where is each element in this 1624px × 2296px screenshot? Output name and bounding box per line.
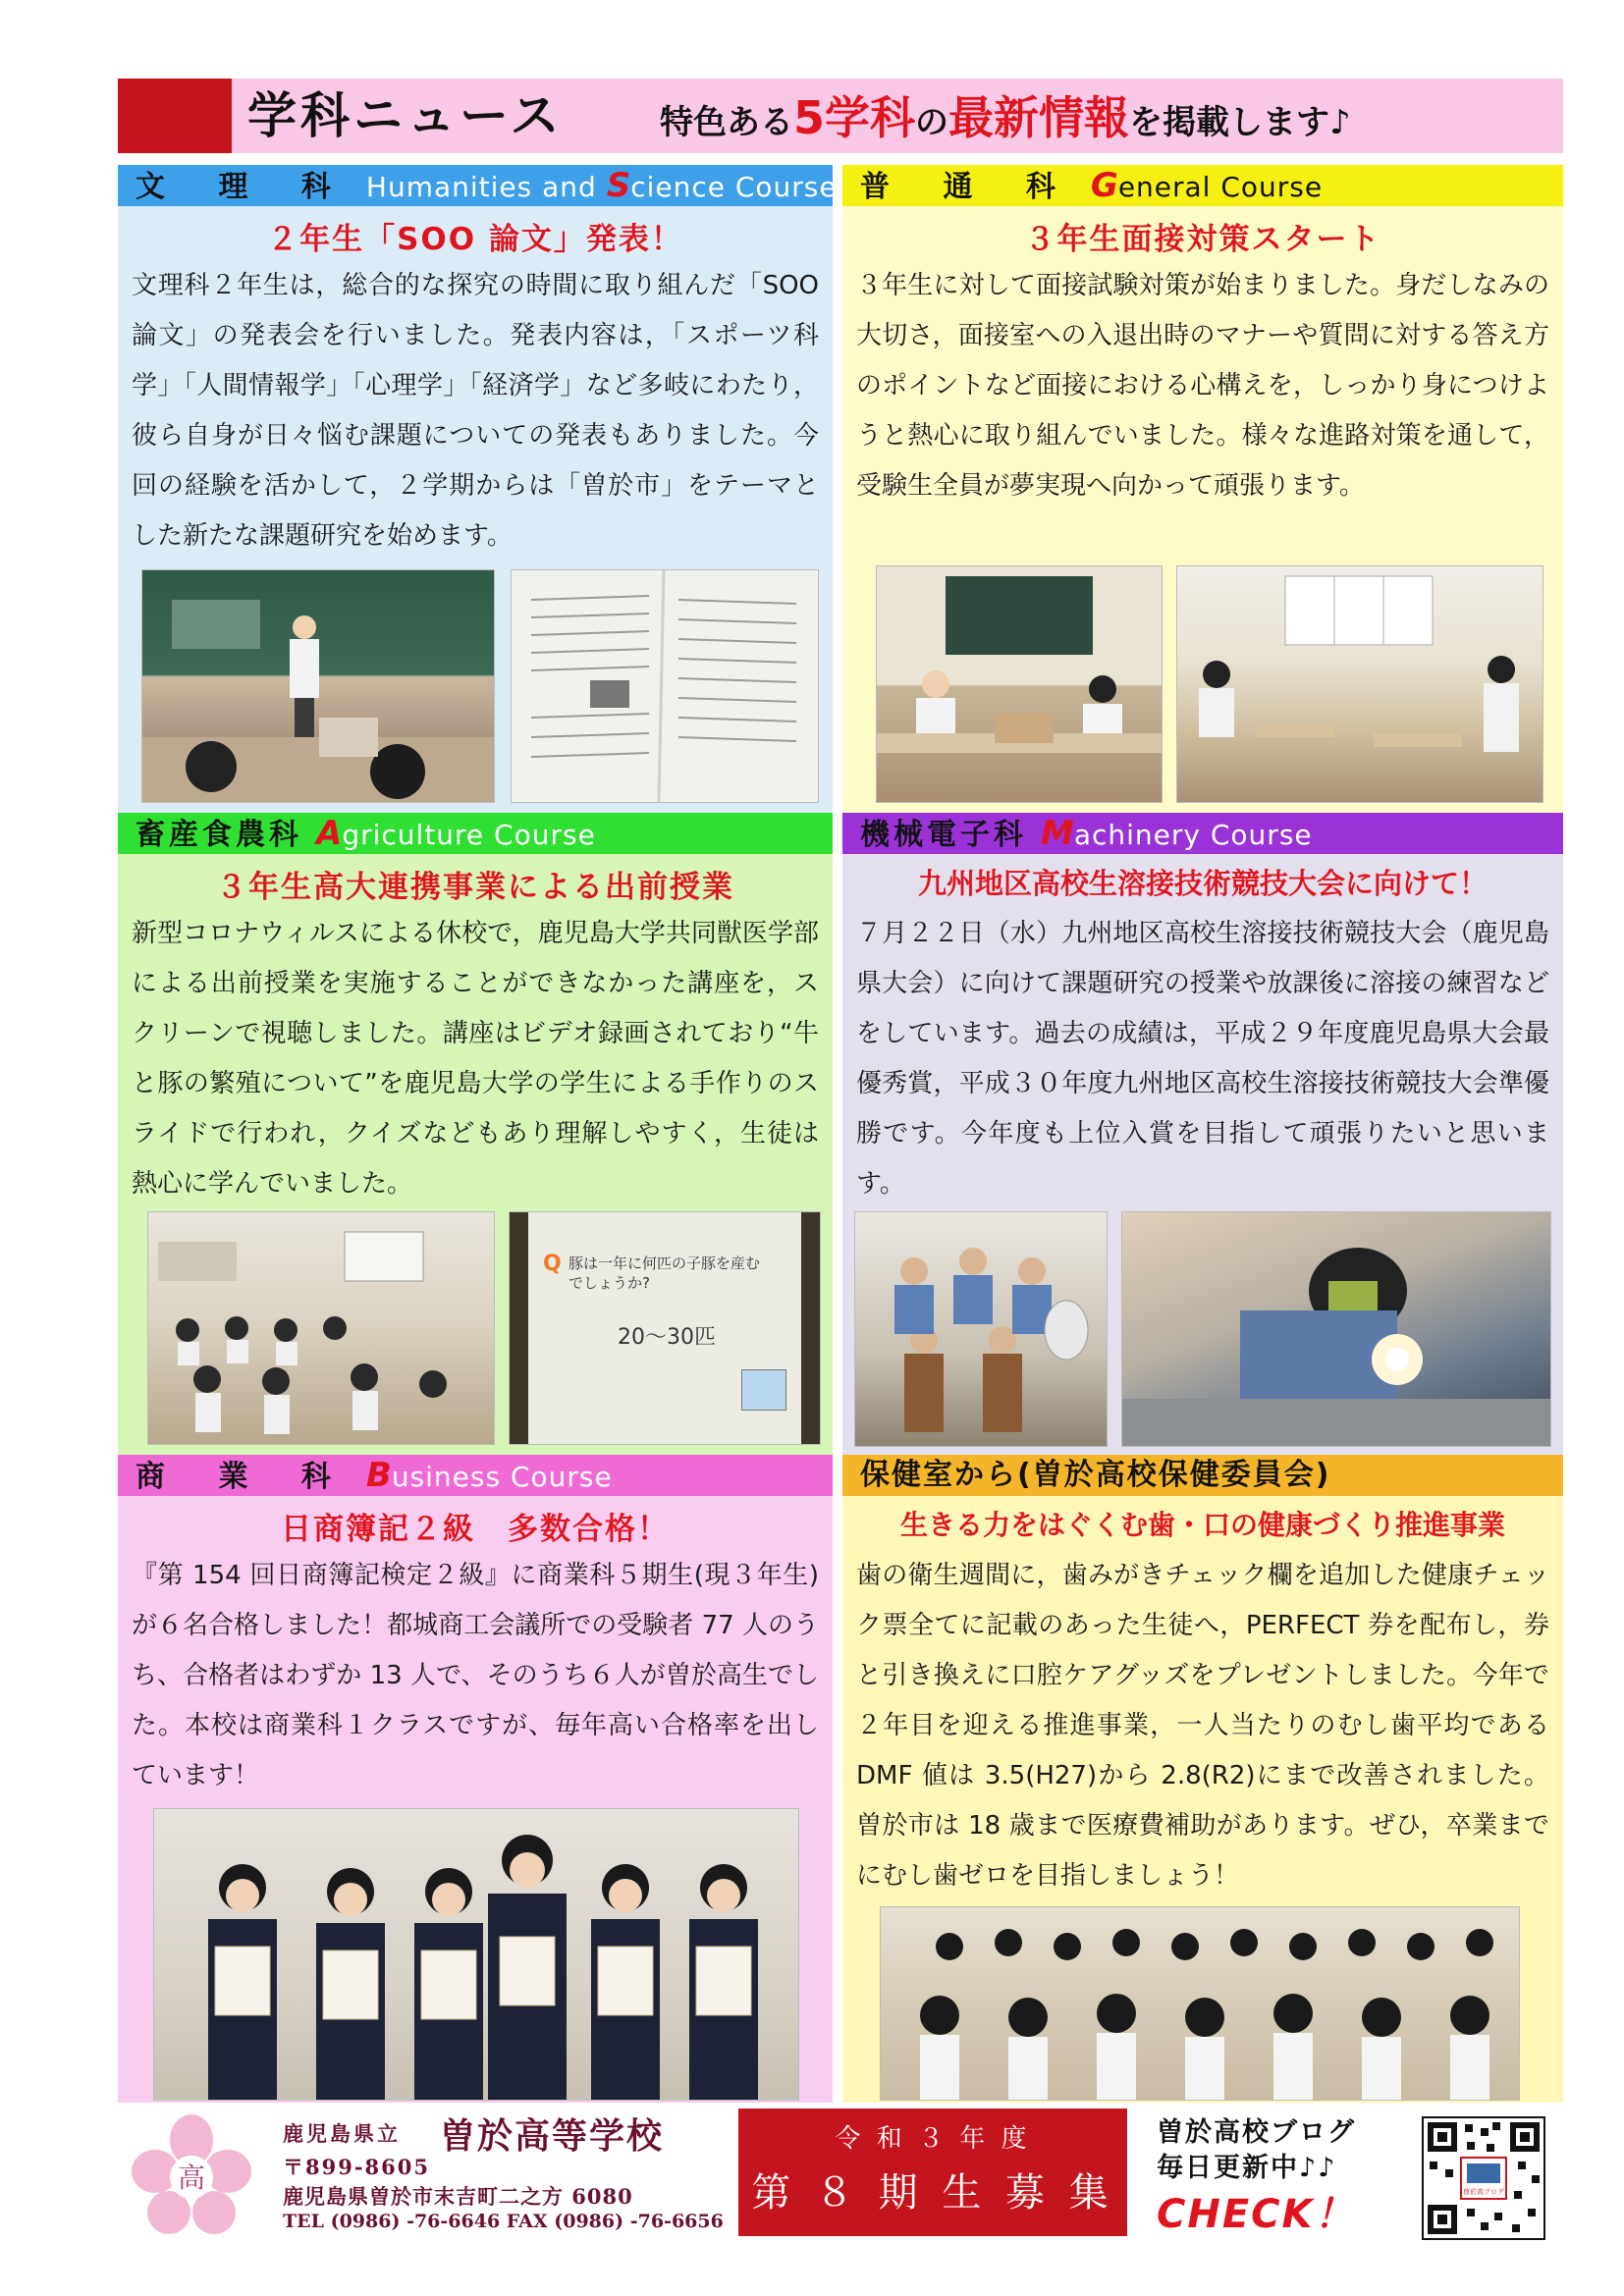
photo-presentation-classroom	[141, 569, 495, 803]
photo-research-paper	[511, 569, 819, 803]
interview-illustration	[877, 566, 1162, 802]
postal-code: 〒899-8605	[283, 2155, 430, 2179]
school-logo-icon	[128, 2112, 255, 2238]
slide-video-thumbnail	[741, 1369, 786, 1411]
section-shogyo	[118, 1496, 833, 2103]
photo-health-committee	[880, 1906, 1520, 2101]
qr-code-icon	[1424, 2118, 1543, 2238]
photo-bookkeeping-passers	[153, 1808, 799, 2101]
section-header-kikai: 機械電子科 Machinery Course	[842, 813, 1563, 854]
section-header-hoken: 保健室から(曽於高校保健委員会)	[842, 1455, 1563, 1496]
section-title: ３年生面接対策スタート	[1024, 222, 1381, 257]
banner-accent-block	[118, 79, 232, 153]
photo-interview-practice-2	[1176, 565, 1543, 803]
section-body-text: 文理科２年生は，総合的な探究の時間に取り組んだ「SOO 論文」の発表会を行いました。発表内容は，「スポーツ科学」「人間情報学」「心理学」「経済学」など多岐にわたり，彼ら自身が日々悩む課題についての発表もありました。今回の経験を活かして，２学期からは「曽於市」をテーマとした新たな課題研究を始めます。	[132, 271, 819, 551]
section-body-text: ７月２２日（水）九州地区高校生溶接技術競技大会（鹿児島県大会）に向けて課題研究の授業や放課後に溶接の練習などをしています。過去の成績は，平成２９年度鹿児島県大会最優秀賞，平成３０年度九州地区高校生溶接技術競技大会準優勝です。今年度も上位入賞を目指して頑張りたいと思います。	[856, 919, 1549, 1199]
photo-lecture-slide	[509, 1211, 821, 1445]
section-header-shogyo: 商 業 科 Business Course	[118, 1455, 833, 1496]
photo-interview-practice-1	[876, 565, 1163, 803]
section-title: 生きる力をはぐくむ歯・口の健康づくり推進事業	[899, 1509, 1505, 1541]
photo-welding-team	[854, 1211, 1108, 1447]
section-futsu	[842, 206, 1563, 813]
photo-welding-practice	[1121, 1211, 1551, 1447]
section-body-text: ３年生に対して面接試験対策が始まりました。身だしなみの大切さ，面接室への入退出時のマナーや質問に対する答え方のポイントなど面接における心構えを，しっかり身につけようと熱心に取り組んでいました。様々な進路対策を通して，受験生全員が夢実現へ向かって頑張ります。	[856, 271, 1549, 501]
logo-character: 高	[177, 2162, 206, 2194]
blog-label: 曽於高校ブログ	[1157, 2117, 1356, 2148]
blog-update-label: 毎日更新中♪♪	[1157, 2153, 1337, 2183]
blog-qr-code[interactable]	[1422, 2116, 1545, 2240]
section-title: 九州地区高校生溶接技術競技大会に向けて！	[917, 867, 1488, 900]
section-kikai	[842, 854, 1563, 1455]
health-committee-illustration	[881, 1907, 1519, 2100]
slide-answer-text: 20～30匹	[618, 1325, 716, 1350]
section-body-text: 歯の衛生週間に，歯みがきチェック欄を追加した健康チェック票全てに記載のあった生徒へ，PERFECT 券を配布し，券と引き換えに口腔ケアグッズをプレゼントしました。今年で２年目を迎える推進事業，一人当たりのむし歯平均であるDMF 値は 3.5(H27)から 2.8(R2)にまで改善されました。曽於市は 18 歳まで医療費補助があります。ぜひ，卒業までにむし歯ゼロを目指しましょう！	[856, 1561, 1549, 1891]
check-label: CHECK！	[1157, 2192, 1356, 2237]
section-bunri	[118, 206, 833, 813]
section-chikusan	[118, 854, 833, 1455]
page-title: 学科ニュース	[247, 87, 564, 144]
welding-team-illustration	[855, 1212, 1107, 1446]
school-address: 鹿児島県曽於市末吉町二之方 6080	[283, 2184, 633, 2209]
section-title: ２年生「SOO 論文」発表！	[267, 222, 683, 257]
section-header-chikusan: 畜産食農科 Agriculture Course	[118, 813, 833, 854]
recruit-title: 第 ８ 期 生 募 集	[751, 2170, 1114, 2216]
section-title: 日商簿記２級 多数合格！	[281, 1512, 670, 1547]
section-body-text: 『第 154 回日商簿記検定２級』に商業科５期生(現３年生)が６名合格しました！都城商工会議所での受験者 77 人のうち、合格者はわずか 13 人で、そのうち６人が曽於高生でした。本校は商業科１クラスですが、毎年高い合格率を出しています！	[132, 1561, 819, 1790]
qr-label: 曽於高ブログ	[1463, 2188, 1504, 2196]
group-photo-illustration	[154, 1809, 798, 2100]
section-header-bunri: 文 理 科 Humanities and Science Course	[118, 165, 833, 206]
section-header-futsu: 普 通 科 General Course	[842, 165, 1563, 206]
section-body-text: 新型コロナウィルスによる休校で，鹿児島大学共同獣医学部による出前授業を実施することができなかった講座を，スクリーンで視聴しました。講座はビデオ録画されており“牛と豚の繁殖について”を鹿児島大学の学生による手作りのスライドで行われ，クイズなどもあり理解しやすく，生徒は熱心に学んでいました。	[132, 919, 819, 1199]
recruit-year: 令 和 ３ 年 度	[835, 2124, 1031, 2154]
recruitment-banner[interactable]	[738, 2109, 1127, 2236]
slide-question-text: 豚は一年に何匹の子豚を産むでしょうか?	[568, 1255, 761, 1292]
presentation-illustration	[142, 570, 494, 802]
welding-practice-illustration	[1122, 1212, 1550, 1446]
prefecture-label: 鹿児島県立	[283, 2121, 401, 2146]
lecture-room-illustration	[148, 1212, 494, 1444]
paper-illustration	[512, 570, 818, 802]
section-hoken	[842, 1496, 1563, 2103]
school-logo	[128, 2112, 255, 2238]
page-subtitle: 特色ある5学科の最新情報を掲載します♪	[660, 91, 1351, 144]
school-phone-fax: TEL (0986) -76-6646 FAX (0986) -76-6656	[283, 2211, 724, 2232]
photo-lecture-screen-room	[147, 1211, 495, 1445]
classroom-illustration	[1177, 566, 1543, 802]
slide-question-mark: Q	[543, 1252, 562, 1276]
school-name: 曽於高等学校	[440, 2115, 665, 2157]
section-title: ３年生高大連携事業による出前授業	[216, 870, 734, 905]
